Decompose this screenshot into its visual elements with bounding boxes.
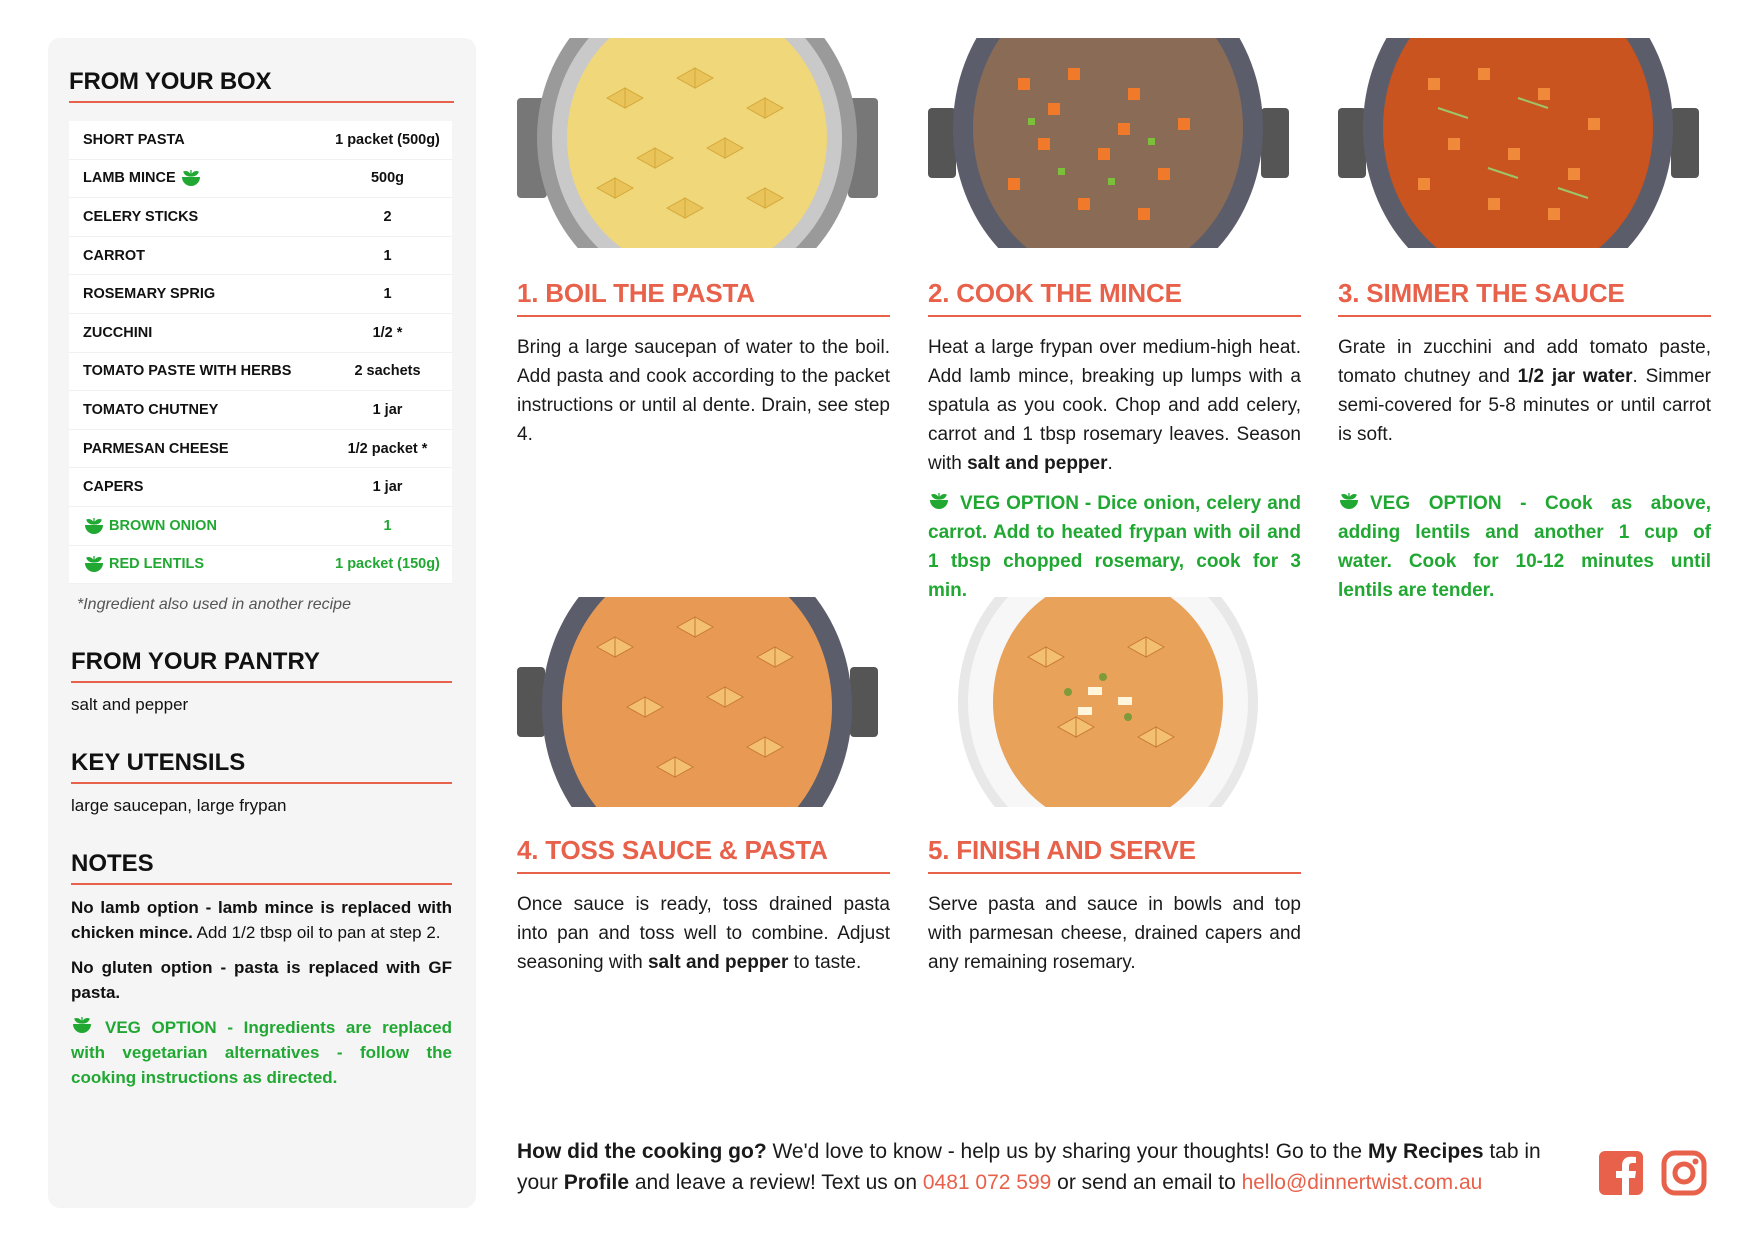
ingredient-name [83,132,323,148]
step-3-veg-text: VEG OPTION - Cook as above, adding lentils and another 1 cup of water. Cook for 10-12 minutes until lentils are tender. [1338,493,1711,601]
note-no-lamb-text: Add 1/2 tbsp oil to pan at step 2. [192,923,441,943]
ingredient-row [69,237,452,276]
step-1-title: 1. BOIL THE PASTA [517,278,890,317]
ingredient-name-text: SHORT PASTA [83,131,185,148]
step-2-veg-text: VEG OPTION - Dice onion, celery and carrot. Add to heated frypan with oil and 1 tbsp chopped rosemary, cook for 3 min. [928,493,1301,601]
ingredient-name-text: LAMB MINCE [83,170,176,187]
ingredient-name-text: CAPERS [83,479,144,496]
notes-title: NOTES [71,850,452,885]
step-1-photo [517,38,878,248]
ingredient-row [69,353,452,392]
my-recipes-label: My Recipes [1367,1140,1484,1163]
ingredient-row [69,198,452,237]
step-4-text-part: to taste. [788,952,862,973]
ingredient-row [69,391,452,430]
step-3-title: 3. SIMMER THE SAUCE [1338,278,1711,317]
ingredient-row [69,314,452,353]
step-2-text-part: Heat a large frypan over medium-high heat. Add lamb mince, breaking up lumps with a spatula as you cook. Chop and add celery, carrot and 1 tbsp rosemary leaves. Season with [928,337,1301,474]
ingredient-name [83,402,323,418]
note-no-gluten [71,955,452,1005]
ingredient-name-text: BROWN ONION [109,517,217,534]
ingredient-name [83,363,323,379]
ingredient-qty: 500g [370,170,405,187]
ingredient-row [69,430,452,469]
box-title: FROM YOUR BOX [69,68,454,103]
ingredient-qty: 1 packet (150g) [335,556,440,573]
ingredient-row [69,121,452,160]
ingredient-name [83,441,323,457]
feedback-text: We'd love to know - help us by sharing your thoughts! Go to the [766,1140,1368,1163]
step-3-photo [1338,38,1699,248]
step-5-title: 5. FINISH AND SERVE [928,835,1301,874]
ingredients-table [69,121,452,584]
step-4-text [517,890,890,977]
step-4-text-part: Once sauce is ready, toss drained pasta into pan and toss well to combine. Adjust seasoning with [517,894,890,973]
ingredient-qty: 2 [383,208,392,225]
step-3-veg-option [1338,489,1711,605]
note-no-lamb-bold: No lamb option - lamb mince is replaced with chicken mince. [71,898,452,943]
ingredient-row [69,275,452,314]
ingredients-panel [48,38,476,1208]
email-link[interactable]: hello@dinnertwist.com.au [1241,1171,1483,1194]
step-2-text [928,333,1301,478]
ingredient-qty: 1 packet (500g) [335,131,440,148]
feedback-text: and leave a review! Text us on [629,1171,923,1194]
step-5-text: Serve pasta and sauce in bowls and top with parmesan cheese, drained capers and any remaining rosemary. [928,894,1301,973]
ingredient-name-text: TOMATO PASTE WITH HERBS [83,363,292,380]
ingredient-name [83,286,323,302]
phone-link[interactable]: 0481 072 599 [922,1171,1052,1194]
veg-bowl-icon [928,491,950,511]
veg-bowl-icon [180,168,202,188]
ingredient-footnote: *Ingredient also used in another recipe [77,596,351,614]
note-no-gluten-bold: No gluten option - pasta is replaced with GF pasta. [71,958,452,1003]
instagram-icon[interactable] [1661,1150,1707,1196]
ingredient-qty: 2 sachets [354,363,421,380]
ingredient-row [69,468,452,507]
utensils-title: KEY UTENSILS [71,749,452,784]
ingredient-qty: 1 [383,286,392,303]
ingredient-row-veg [69,546,452,585]
utensils-text: large saucepan, large frypan [71,796,287,816]
ingredient-name [83,325,323,341]
ingredient-qty: 1 [383,517,392,534]
ingredient-name-text: ROSEMARY SPRIG [83,286,216,303]
ingredient-row [69,160,452,199]
veg-bowl-icon [83,516,105,536]
pantry-text: salt and pepper [71,695,189,715]
step-3-text-bold: 1/2 jar water [1517,366,1633,387]
step-2-photo [928,38,1289,248]
step-2-text-part: . [1107,453,1113,474]
ingredient-qty: 1 jar [372,479,403,496]
veg-bowl-icon [83,554,105,574]
feedback-text: tab in your [517,1140,1541,1194]
ingredient-name-text: RED LENTILS [109,556,205,573]
facebook-icon[interactable] [1598,1150,1644,1196]
step-4-photo [517,597,878,807]
step-3-text-part: . Simmer semi-covered for 5-8 minutes or until carrot is soft. [1338,366,1712,445]
veg-bowl-icon [71,1015,93,1035]
ingredient-name-text: CELERY STICKS [83,208,199,225]
veg-bowl-icon [1338,491,1360,511]
ingredient-name-text: CARROT [83,247,146,264]
ingredient-name [83,209,323,225]
ingredient-name-text: PARMESAN CHEESE [83,440,229,457]
ingredient-name [83,168,323,188]
ingredient-name [83,479,323,495]
feedback-text: or send an email to [1051,1171,1242,1194]
feedback-message [517,1136,1577,1198]
step-4-text-bold: salt and pepper [647,952,789,973]
step-2-text-bold: salt and pepper [967,453,1108,474]
ingredient-qty: 1 jar [372,401,403,418]
step-4-title: 4. TOSS SAUCE & PASTA [517,835,890,874]
ingredient-qty: 1/2 packet * [347,440,428,457]
ingredient-name [83,248,323,264]
step-2-title: 2. COOK THE MINCE [928,278,1301,317]
step-5-photo [928,597,1289,807]
ingredient-qty: 1 [383,247,392,264]
note-veg-option [71,1015,452,1090]
step-3-text-part: Grate in zucchini and add tomato paste, tomato chutney and [1338,337,1711,387]
profile-label: Profile [563,1171,630,1194]
ingredient-qty: 1/2 * [372,324,403,341]
ingredient-name [83,516,323,536]
pantry-title: FROM YOUR PANTRY [71,648,452,683]
ingredient-name-text: ZUCCHINI [83,324,153,341]
feedback-question: How did the cooking go? [517,1140,767,1163]
step-2-veg-option [928,489,1301,605]
ingredient-name-text: TOMATO CHUTNEY [83,401,219,418]
note-veg-text: VEG OPTION - Ingredients are replaced with vegetarian alternatives - follow the cooking instructions as directed. [71,1018,452,1088]
note-no-lamb [71,895,452,945]
step-3-text [1338,333,1711,449]
ingredient-row-veg [69,507,452,546]
step-1-text: Bring a large saucepan of water to the boil. Add pasta and cook according to the packet instructions or until al dente. Drain, see step 4. [517,337,890,445]
ingredient-name [83,554,323,574]
